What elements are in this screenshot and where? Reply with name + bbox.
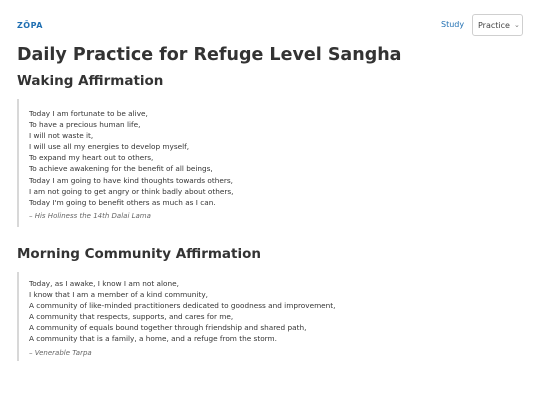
quote-attribution: – His Holiness the 14th Dalai Lama	[29, 211, 151, 220]
quote-line: A community of equals bound together through friendship and shared path,	[29, 323, 307, 333]
quote-line: I will not waste it,	[29, 131, 94, 141]
practice-dropdown-label: Practice	[478, 20, 510, 30]
nav-link-study[interactable]: Study	[441, 20, 465, 29]
quote-line: I will use all my energies to develop myself,	[29, 142, 190, 152]
brand-logo-link[interactable]: ZŌPA	[17, 21, 43, 30]
chevron-down-icon: ⌄	[513, 21, 520, 29]
quote-line: A community that is a family, a home, and a refuge from the storm.	[29, 334, 277, 344]
quote-line: I know that I am a member of a kind community,	[29, 290, 208, 300]
main-content	[17, 44, 527, 361]
practice-dropdown[interactable]	[472, 14, 523, 36]
quote-line: Today, as I awake, I know I am not alone,	[29, 278, 179, 288]
quote-line: I am not going to get angry or think badly about others,	[29, 186, 234, 196]
section-heading-waking-affirmation: Waking Affirmation	[17, 73, 164, 89]
quote-line: To achieve awakening for the benefit of all beings,	[29, 164, 213, 174]
morning-community-affirmation-quote	[17, 272, 527, 361]
quote-line: Today I'm going to benefit others as much as I can.	[29, 197, 216, 207]
section-heading-morning-community-affirmation: Morning Community Affirmation	[17, 245, 262, 262]
quote-line: To expand my heart out to others,	[29, 153, 154, 163]
quote-line: A community that respects, supports, and cares for me,	[29, 312, 234, 322]
quote-attribution: – Venerable Tarpa	[29, 348, 92, 357]
quote-line: To have a precious human life,	[29, 120, 141, 130]
quote-line: Today I am going to have kind thoughts towards others,	[29, 175, 233, 185]
quote-line: A community of like-minded practitioners dedicated to goodness and improvement,	[29, 301, 336, 311]
waking-affirmation-quote	[17, 99, 527, 227]
quote-line: Today I am fortunate to be alive,	[29, 109, 148, 118]
page-title: Daily Practice for Refuge Level Sangha	[17, 45, 402, 65]
top-navigation-bar	[0, 0, 540, 44]
